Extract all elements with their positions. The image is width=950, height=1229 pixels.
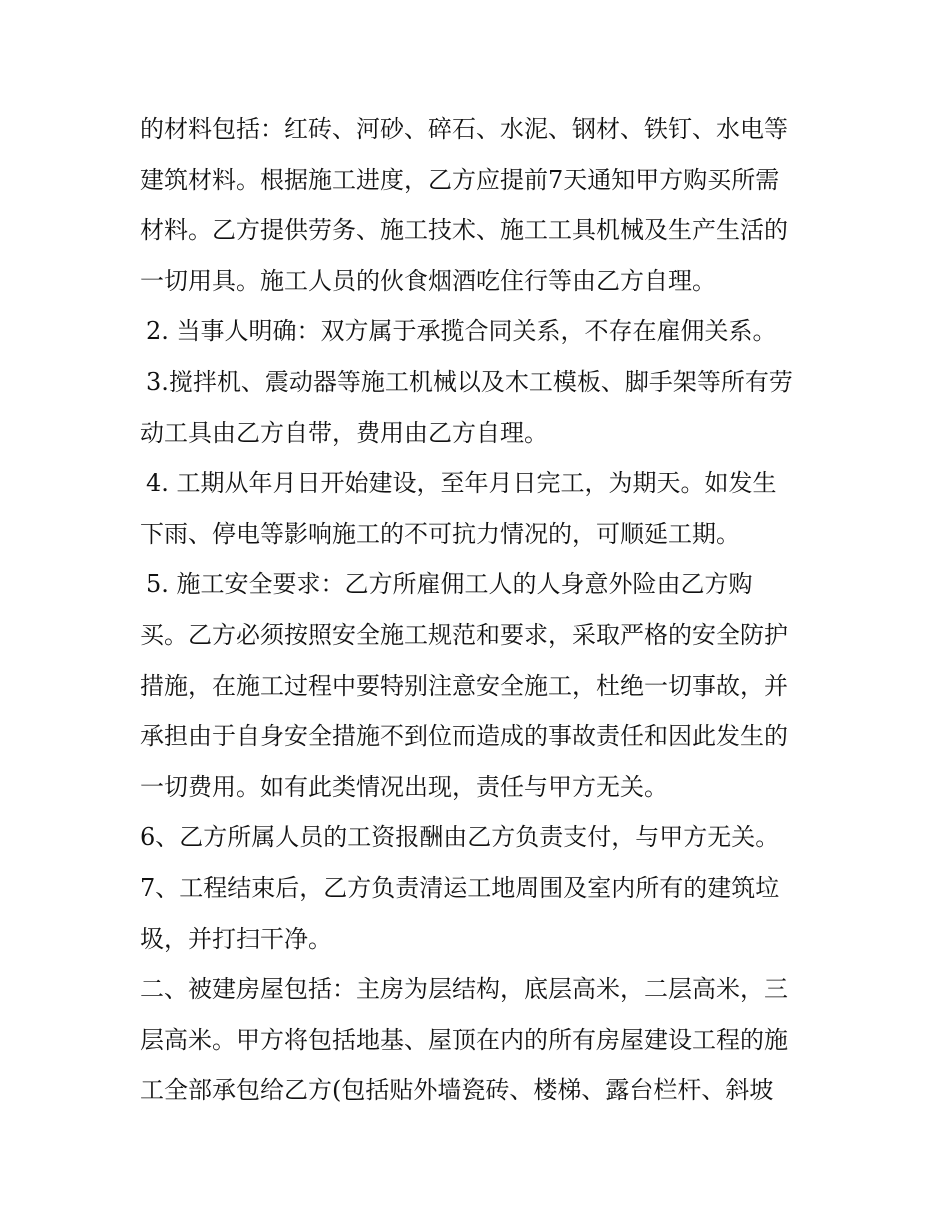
text-line: 7、工程结束后，乙方负责清运工地周围及室内所有的建筑垃	[140, 874, 780, 902]
text-line: 层高米。甲方将包括地基、屋顶在内的所有房屋建设工程的施	[140, 1026, 788, 1054]
text-line: 工全部承包给乙方(包括贴外墙瓷砖、楼梯、露台栏杆、斜坡	[140, 1076, 774, 1104]
text-line: 2. 当事人明确：双方属于承揽合同关系，不存在雇佣关系。	[146, 317, 777, 345]
text-line: 动工具由乙方自带，费用由乙方自理。	[140, 419, 548, 447]
text-line: 材料。乙方提供劳务、施工技术、施工工具机械及生产生活的	[140, 216, 788, 244]
text-line: 6、乙方所属人员的工资报酬由乙方负责支付，与甲方无关。	[140, 823, 780, 851]
text-line: 3.搅拌机、震动器等施工机械以及木工模板、脚手架等所有劳	[146, 368, 793, 396]
text-line: 措施，在施工过程中要特别注意安全施工，杜绝一切事故，并	[140, 672, 788, 700]
text-line: 建筑材料。根据施工进度，乙方应提前7天通知甲方购买所需	[140, 166, 780, 194]
text-line: 4. 工期从年月日开始建设，至年月日完工，为期天。如发生	[146, 469, 777, 497]
text-line: 5. 施工安全要求：乙方所雇佣工人的人身意外险由乙方购	[146, 570, 753, 598]
text-line: 一切用具。施工人员的伙食烟酒吃住行等由乙方自理。	[140, 267, 716, 295]
text-line: 下雨、停电等影响施工的不可抗力情况的，可顺延工期。	[140, 520, 740, 548]
text-line: 二、被建房屋包括：主房为层结构，底层高米，二层高米，三	[140, 975, 788, 1003]
text-line: 圾，并打扫干净。	[140, 925, 332, 953]
text-line: 承担由于自身安全措施不到位而造成的事故责任和因此发生的	[140, 722, 788, 750]
text-line: 的材料包括：红砖、河砂、碎石、水泥、钢材、铁钉、水电等	[140, 115, 788, 143]
text-line: 买。乙方必须按照安全施工规范和要求，采取严格的安全防护	[140, 621, 788, 649]
text-line: 一切费用。如有此类情况出现，责任与甲方无关。	[140, 773, 668, 801]
